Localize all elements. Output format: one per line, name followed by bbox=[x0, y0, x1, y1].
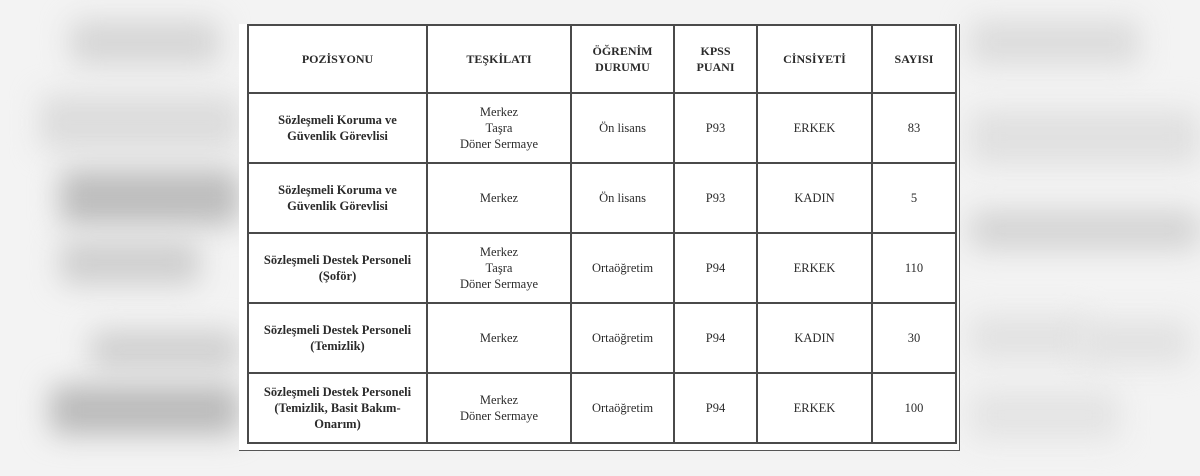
cell-teskilat-line: Merkez bbox=[479, 105, 519, 119]
cell-cinsiyet: ERKEK bbox=[757, 373, 872, 443]
cell-pozisyon-line: Sözleşmeli Destek Personeli bbox=[263, 385, 412, 399]
cell-kpss: P93 bbox=[674, 163, 757, 233]
cell-teskilat bbox=[427, 373, 571, 443]
cell-pozisyon-line: (Temizlik) bbox=[310, 339, 365, 353]
cell-ogrenim: Ortaöğretim bbox=[571, 303, 674, 373]
cell-teskilat-line: Döner Sermaye bbox=[459, 409, 539, 423]
cell-kpss: P94 bbox=[674, 373, 757, 443]
header-text-line: KPSS bbox=[700, 44, 731, 58]
cell-pozisyon-line: Güvenlik Görevlisi bbox=[287, 199, 388, 213]
cell-sayi: 83 bbox=[872, 93, 956, 163]
cell-ogrenim: Ortaöğretim bbox=[571, 373, 674, 443]
header-text-line: ÖĞRENİM bbox=[592, 44, 653, 58]
cell-teskilat bbox=[427, 303, 571, 373]
cell-teskilat-line: Merkez bbox=[479, 393, 519, 407]
document-image bbox=[239, 24, 960, 451]
cell-pozisyon bbox=[248, 163, 427, 233]
cell-pozisyon bbox=[248, 303, 427, 373]
header-sayisi bbox=[872, 25, 956, 93]
cell-cinsiyet: KADIN bbox=[757, 163, 872, 233]
cell-pozisyon-line: Sözleşmeli Koruma ve bbox=[278, 113, 397, 127]
header-row bbox=[248, 25, 956, 93]
cell-teskilat-line: Merkez bbox=[479, 191, 519, 205]
cell-teskilat bbox=[427, 233, 571, 303]
cell-teskilat bbox=[427, 163, 571, 233]
cell-pozisyon-line: Sözleşmeli Destek Personeli bbox=[263, 253, 412, 267]
table-row bbox=[248, 163, 956, 233]
header-text-line: POZİSYONU bbox=[301, 52, 374, 66]
cell-teskilat bbox=[427, 93, 571, 163]
cell-teskilat-line: Döner Sermaye bbox=[459, 137, 539, 151]
cell-pozisyon bbox=[248, 373, 427, 443]
cell-kpss: P93 bbox=[674, 93, 757, 163]
cell-teskilat-line: Taşra bbox=[485, 261, 513, 275]
header-text-line: SAYISI bbox=[894, 52, 934, 66]
cell-sayi: 100 bbox=[872, 373, 956, 443]
cell-teskilat-line: Merkez bbox=[479, 245, 519, 259]
header-teskilati bbox=[427, 25, 571, 93]
cell-cinsiyet: ERKEK bbox=[757, 93, 872, 163]
header-kpss-puani bbox=[674, 25, 757, 93]
table-row bbox=[248, 373, 956, 443]
cell-pozisyon-line: (Temizlik, Basit Bakım- bbox=[274, 401, 401, 415]
cell-kpss: P94 bbox=[674, 303, 757, 373]
cell-sayi: 110 bbox=[872, 233, 956, 303]
table-row bbox=[248, 303, 956, 373]
header-text-line: TEŞKİLATI bbox=[466, 52, 532, 66]
cell-ogrenim: Ortaöğretim bbox=[571, 233, 674, 303]
cell-sayi: 5 bbox=[872, 163, 956, 233]
cell-teskilat-line: Döner Sermaye bbox=[459, 277, 539, 291]
cell-cinsiyet: ERKEK bbox=[757, 233, 872, 303]
table-row bbox=[248, 93, 956, 163]
cell-teskilat-line: Taşra bbox=[485, 121, 513, 135]
header-text-line: CİNSİYETİ bbox=[783, 52, 846, 66]
cell-pozisyon-line: Güvenlik Görevlisi bbox=[287, 129, 388, 143]
header-text-line: DURUMU bbox=[595, 60, 650, 74]
cell-pozisyon-line: Sözleşmeli Koruma ve bbox=[278, 183, 397, 197]
cell-cinsiyet: KADIN bbox=[757, 303, 872, 373]
cell-kpss: P94 bbox=[674, 233, 757, 303]
cell-pozisyon-line: Onarım) bbox=[314, 417, 361, 431]
cell-pozisyon bbox=[248, 93, 427, 163]
cell-ogrenim: Ön lisans bbox=[571, 93, 674, 163]
cell-pozisyon-line: (Şoför) bbox=[318, 269, 357, 283]
table-row bbox=[248, 233, 956, 303]
cell-pozisyon-line: Sözleşmeli Destek Personeli bbox=[263, 323, 412, 337]
cell-ogrenim: Ön lisans bbox=[571, 163, 674, 233]
header-pozisyonu bbox=[248, 25, 427, 93]
header-ogrenim-durumu bbox=[571, 25, 674, 93]
header-cinsiyeti bbox=[757, 25, 872, 93]
positions-table bbox=[247, 24, 957, 444]
cell-teskilat-line: Merkez bbox=[479, 331, 519, 345]
header-text-line: PUANI bbox=[696, 60, 735, 74]
cell-pozisyon bbox=[248, 233, 427, 303]
table-body bbox=[248, 93, 956, 443]
cell-sayi: 30 bbox=[872, 303, 956, 373]
